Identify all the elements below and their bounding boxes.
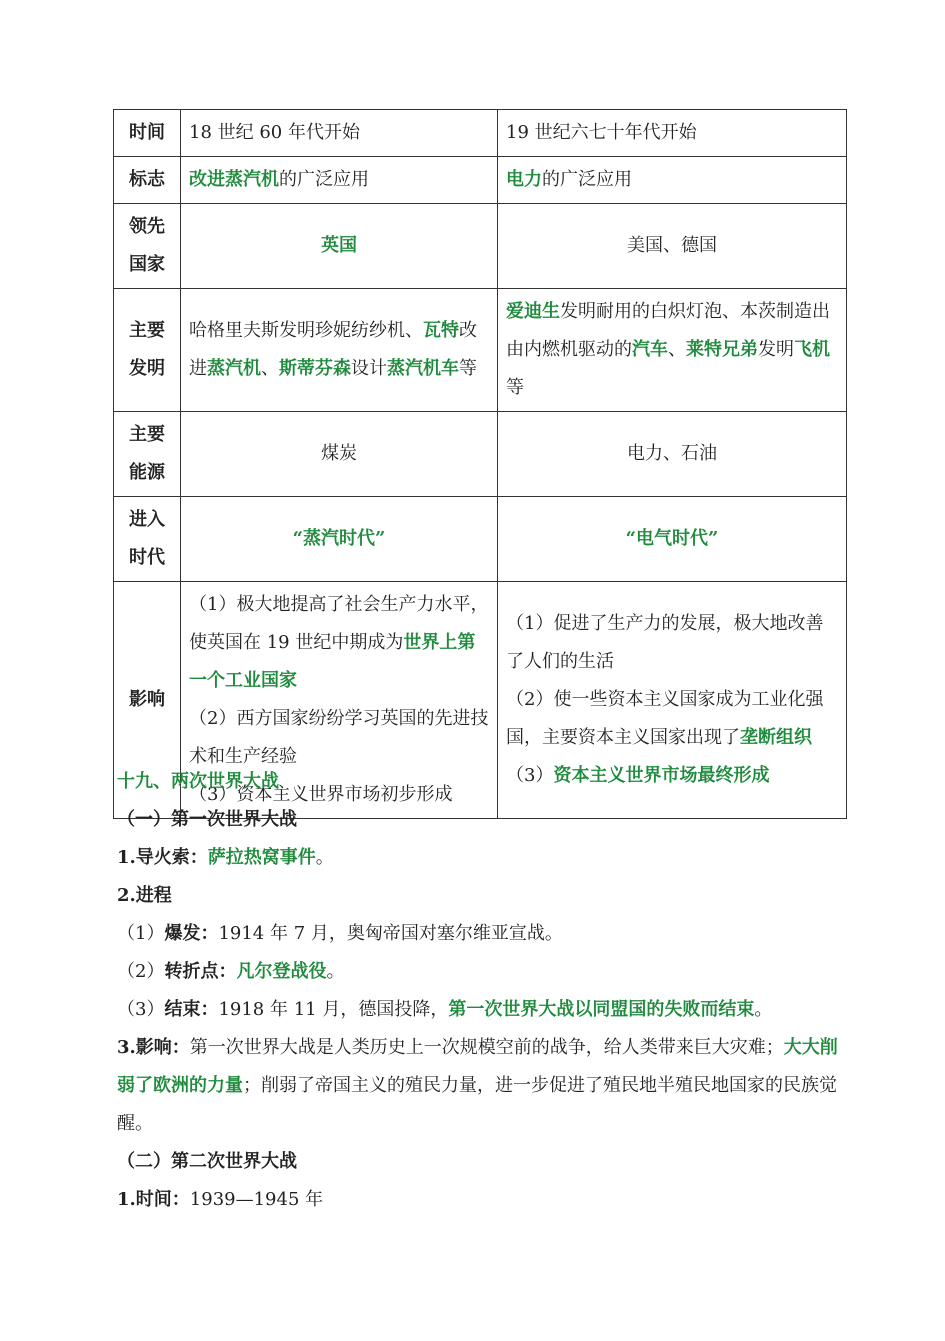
highlight-text: 爱迪生 (506, 301, 560, 322)
highlight-text: 蒸汽机 (207, 358, 261, 379)
impact-item (506, 681, 838, 757)
highlight-text: 世界上第一个工业国家 (189, 632, 476, 691)
row-header-invention (114, 289, 181, 412)
fuse-line (117, 839, 847, 877)
cell-first-country: 英国 (181, 204, 498, 289)
table-row-country (114, 204, 847, 289)
header-line: 主要 (129, 320, 165, 341)
subsection-title-ww1: （一）第一次世界大战 (117, 809, 297, 830)
highlight-text: 第一次世界大战以同盟国的失败而结束 (448, 999, 755, 1020)
table-row-time (114, 110, 847, 157)
outbreak-line (117, 915, 847, 953)
cell-text: 哈格里夫斯发明珍妮纺纱机、 (189, 320, 423, 341)
item-text: 。 (326, 961, 345, 982)
cell-text: 等 (459, 358, 477, 379)
row-header-time: 时间 (114, 110, 181, 157)
cell-text: （2）使一些资本主义国家成为工业化强国，主要资本主义国家出现了 (506, 689, 824, 748)
cell-second-time: 19 世纪六七十年代开始 (498, 110, 847, 157)
cell-first-sign (181, 157, 498, 204)
item-text: 。 (315, 847, 334, 868)
cell-text: 的广泛应用 (279, 169, 369, 190)
revolution-comparison-table (113, 109, 847, 819)
item-text: 1914 年 7 月，奥匈帝国对塞尔维亚宣战。 (218, 923, 563, 944)
item-label: 结束： (164, 999, 219, 1020)
highlight-text: 凡尔登战役 (236, 961, 327, 982)
item-number: （3） (117, 999, 165, 1020)
highlight-text: 资本主义世界市场最终形成 (553, 765, 770, 786)
header-line: 时代 (129, 547, 165, 568)
impact-item (189, 586, 489, 700)
table-row-sign (114, 157, 847, 204)
process-label: 2.进程 (117, 885, 172, 906)
cell-second-era: “电气时代” (498, 497, 847, 582)
highlight-text: 瓦特 (423, 320, 459, 341)
turning-point-line (117, 953, 847, 991)
row-header-era (114, 497, 181, 582)
table-row-era (114, 497, 847, 582)
highlight-text: 改进蒸汽机 (189, 169, 279, 190)
cell-second-invention (498, 289, 847, 412)
highlight-text: 汽车 (632, 339, 668, 360)
cell-second-sign (498, 157, 847, 204)
item-label: 转折点： (164, 961, 237, 982)
table-row-energy (114, 412, 847, 497)
cell-text: 、 (668, 339, 686, 360)
highlight-text: 萨拉热窝事件 (207, 847, 316, 868)
cell-text: （3） (506, 765, 554, 786)
item-label: 1.时间： (117, 1189, 190, 1210)
item-label: 爆发： (164, 923, 219, 944)
highlight-text: 飞机 (794, 339, 830, 360)
cell-first-time: 18 世纪 60 年代开始 (181, 110, 498, 157)
item-label: 3.影响： (117, 1037, 190, 1058)
end-line (117, 991, 847, 1029)
impact-item: （2）西方国家纷纷学习英国的先进技术和生产经验 (189, 708, 489, 767)
highlight-text: 垄断组织 (740, 727, 812, 748)
row-header-country (114, 204, 181, 289)
header-line: 领先 (129, 216, 165, 237)
cell-first-invention (181, 289, 498, 412)
header-line: 发明 (129, 358, 165, 379)
item-label: 1.导火索： (117, 847, 208, 868)
cell-second-country: 美国、德国 (498, 204, 847, 289)
cell-text: 发明耐用的白炽灯泡、本茨制造出由内燃机驱动的 (506, 301, 830, 360)
highlight-text: 大大削弱了欧洲的力量 (117, 1037, 838, 1096)
highlight-text: 蒸汽机车 (387, 358, 459, 379)
cell-text: 、 (261, 358, 279, 379)
cell-text: 发明 (758, 339, 794, 360)
subsection-title-ww2: （二）第二次世界大战 (117, 1151, 297, 1172)
impact-item: （3）资本主义世界市场初步形成 (189, 784, 453, 805)
highlight-text: 莱特兄弟 (686, 339, 758, 360)
cell-text: 的广泛应用 (542, 169, 632, 190)
highlight-text: 斯蒂芬森 (279, 358, 351, 379)
item-number: （1） (117, 923, 165, 944)
item-number: （2） (117, 961, 165, 982)
item-text: 1918 年 11 月，德国投降， (218, 999, 449, 1020)
header-line: 国家 (129, 254, 165, 275)
highlight-text: 电力 (506, 169, 542, 190)
header-line: 能源 (129, 462, 165, 483)
cell-first-energy: 煤炭 (181, 412, 498, 497)
item-text: 第一次世界大战是人类历史上一次规模空前的战争，给人类带来巨大灾难； (189, 1037, 784, 1058)
row-header-sign: 标志 (114, 157, 181, 204)
impact-item: （1）促进了生产力的发展，极大地改善了人们的生活 (506, 613, 824, 672)
cell-text: 改进 (189, 320, 477, 379)
notes-section (117, 763, 847, 1219)
item-text: 。 (754, 999, 773, 1020)
cell-first-era: “蒸汽时代” (181, 497, 498, 582)
ww2-time-line (117, 1181, 847, 1219)
cell-text: 等 (506, 377, 524, 398)
header-line: 主要 (129, 424, 165, 445)
section-title: 十九、两次世界大战 (117, 771, 279, 792)
cell-second-energy: 电力、石油 (498, 412, 847, 497)
table-row-invention (114, 289, 847, 412)
impact-paragraph (117, 1029, 847, 1143)
item-text: 1939—1945 年 (189, 1189, 324, 1210)
row-header-impact: 影响 (114, 582, 181, 819)
item-text: ；削弱了帝国主义的殖民力量，进一步促进了殖民地半殖民地国家的民族觉醒。 (117, 1075, 837, 1134)
cell-text: 设计 (351, 358, 387, 379)
cell-text: （1）极大地提高了社会生产力水平，使英国在 19 世纪中期成为 (189, 594, 489, 653)
header-line: 进入 (129, 509, 165, 530)
row-header-energy (114, 412, 181, 497)
